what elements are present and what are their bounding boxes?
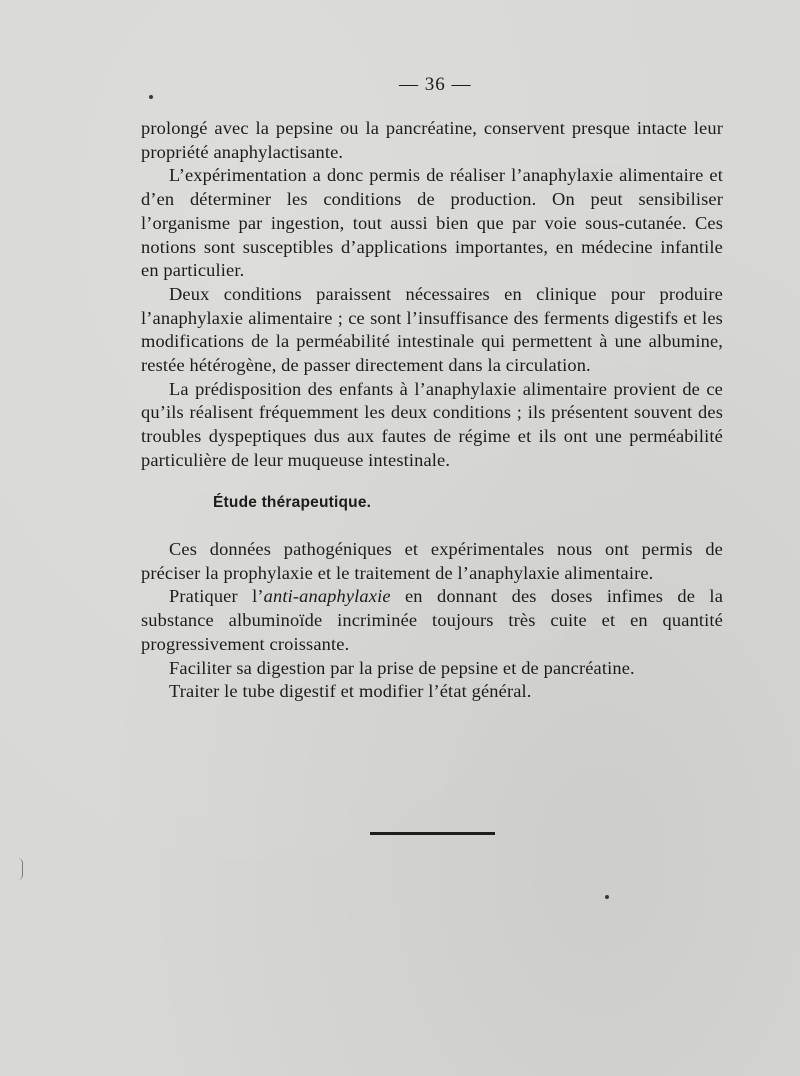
paragraph-experimentation: L’expérimentation a donc permis de réaliser l’anaphylaxie alimentaire et d’en déterminer les conditions de production. On peut sensibiliser l’organisme par ingestion, tout aussi bien que par voie sous-cutanée. Ces notions sont susceptibles d’applications importantes, en médecine infantile en particulier. [141,165,723,281]
page-number: — 36 — [399,74,472,95]
anti-anaphylaxis-lead: Pratiquer l’ [169,586,264,607]
main-text-block [141,117,723,473]
paragraph-anti-anaphylaxis [141,585,723,656]
paper-speck [605,895,609,899]
paragraph-digestive-tube: Traiter le tube digestif et modifier l’état général. [169,681,532,702]
paper-speck [149,95,153,99]
end-rule-divider [370,832,495,835]
paragraph-continuation: prolongé avec la pepsine ou la pancréatine, conservent presque intacte leur propriété anaphylactisante. [141,118,723,162]
therapeutic-text-block [141,538,723,704]
paragraph-predisposition: La prédisposition des enfants à l’anaphylaxie alimentaire provient de ce qu’ils réalisent fréquemment les deux conditions ; ils présentent souvent des troubles dyspeptiques dus aux fautes de régime et ils ont une perméabilité particulière de leur muqueuse intestinale. [141,378,723,470]
paragraph-clinical-conditions: Deux conditions paraissent nécessaires en clinique pour produire l’anaphylaxie alimentaire ; ce sont l’insuffisance des ferments digestifs et les modifications de la perméabilité intestinale qui permettent à une albumine, restée hétérogène, de passer directement dans la circulation. [141,283,723,376]
margin-mark [18,858,23,880]
anti-anaphylaxis-term: anti-anaphylaxie [263,586,391,607]
paragraph-prophylaxis: Ces données pathogéniques et expérimentales nous ont permis de préciser la prophylaxie et le traitement de l’anaphylaxie alimentaire. [141,539,723,583]
section-heading: Étude thérapeutique. [213,494,372,511]
paragraph-digestion: Faciliter sa digestion par la prise de pepsine et de pancréatine. [169,657,635,678]
anti-anaphylaxis-rest: en donnant des doses infimes de la substance albuminoïde incriminée toujours très cuite et en quantité progressivement croissante. [141,586,724,654]
